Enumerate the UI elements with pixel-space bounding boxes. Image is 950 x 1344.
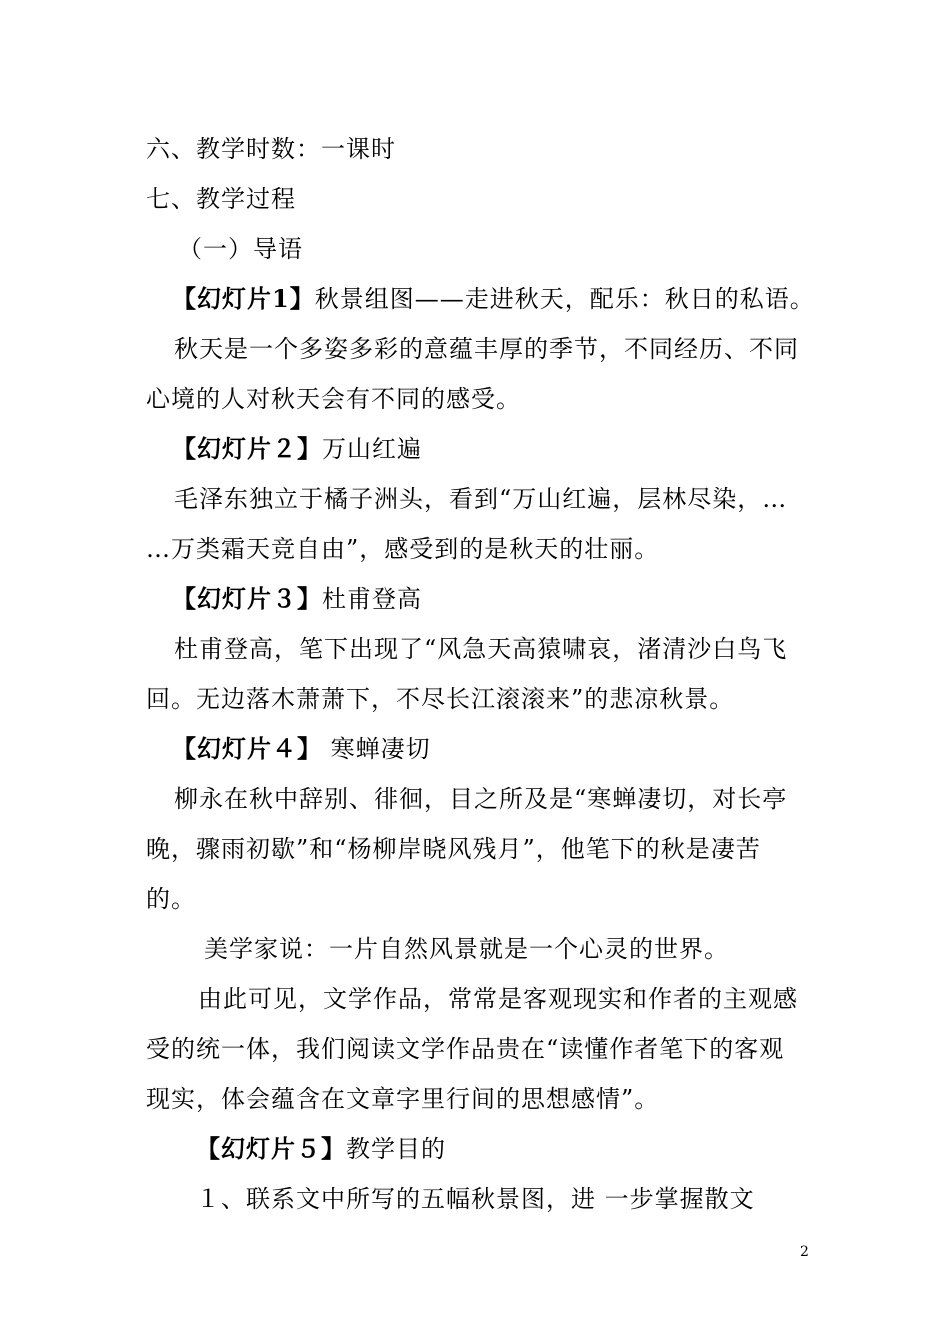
paragraph-line: 回。无边落木萧萧下，不尽长江滚滚来”的悲凉秋景。 bbox=[146, 685, 735, 713]
paragraph-line: …万类霜天竞自由”，感受到的是秋天的壮丽。 bbox=[146, 535, 660, 563]
slide-2-label: 【幻灯片２】 bbox=[172, 434, 322, 463]
paragraph-line: 秋天是一个多姿多彩的意蕴丰厚的季节，不同经历、不同 bbox=[174, 335, 799, 363]
slide-1-line bbox=[172, 284, 815, 314]
paragraph-line: 的。 bbox=[146, 885, 196, 913]
paragraph-line: 由此可见，文学作品，常常是客观现实和作者的主观感 bbox=[198, 985, 798, 1013]
slide-4-text: 寒蝉凄切 bbox=[322, 735, 431, 763]
slide-4-label: 【幻灯片４】 bbox=[172, 734, 322, 763]
slide-4-line bbox=[172, 734, 431, 764]
slide-3-line bbox=[172, 584, 422, 614]
paragraph-line: 晚，骤雨初歇”和“杨柳岸晓风残月”，他笔下的秋是凄苦 bbox=[146, 835, 761, 863]
slide-5-text: 教学目的 bbox=[346, 1135, 446, 1163]
paragraph-line: 柳永在秋中辞别、徘徊，目之所及是“寒蝉凄切，对长亭 bbox=[174, 785, 788, 813]
paragraph-line: １、联系文中所写的五幅秋景图，进 一步掌握散文 bbox=[196, 1185, 755, 1213]
slide-1-text: 秋景组图——走进秋天，配乐：秋日的私语。 bbox=[314, 285, 815, 313]
slide-5-label: 【幻灯片５】 bbox=[196, 1134, 346, 1163]
slide-5-line bbox=[196, 1134, 446, 1164]
slide-3-text: 杜甫登高 bbox=[322, 585, 422, 613]
paragraph-line: 美学家说：一片自然风景就是一个心灵的世界。 bbox=[204, 935, 729, 963]
slide-1-label: 【幻灯片1】 bbox=[172, 284, 315, 313]
paragraph-line: 杜甫登高，笔下出现了“风急天高猿啸哀，渚清沙白鸟飞 bbox=[174, 635, 788, 663]
page-number: 2 bbox=[800, 1244, 809, 1260]
paragraph-line: 心境的人对秋天会有不同的感受。 bbox=[146, 385, 521, 413]
slide-2-text: 万山红遍 bbox=[322, 435, 422, 463]
paragraph-line: 毛泽东独立于橘子洲头，看到“万山红遍，层林尽染，… bbox=[174, 485, 788, 513]
section-6-heading: 六、教学时数：一课时 bbox=[146, 135, 396, 163]
subsection-heading: （一）导语 bbox=[178, 235, 303, 263]
section-7-heading: 七、教学过程 bbox=[146, 185, 296, 213]
paragraph-line: 受的统一体，我们阅读文学作品贵在“读懂作者笔下的客观 bbox=[146, 1035, 785, 1063]
paragraph-line: 现实，体会蕴含在文章字里行间的思想感情”。 bbox=[146, 1085, 660, 1113]
slide-2-line bbox=[172, 434, 422, 464]
slide-3-label: 【幻灯片３】 bbox=[172, 584, 322, 613]
